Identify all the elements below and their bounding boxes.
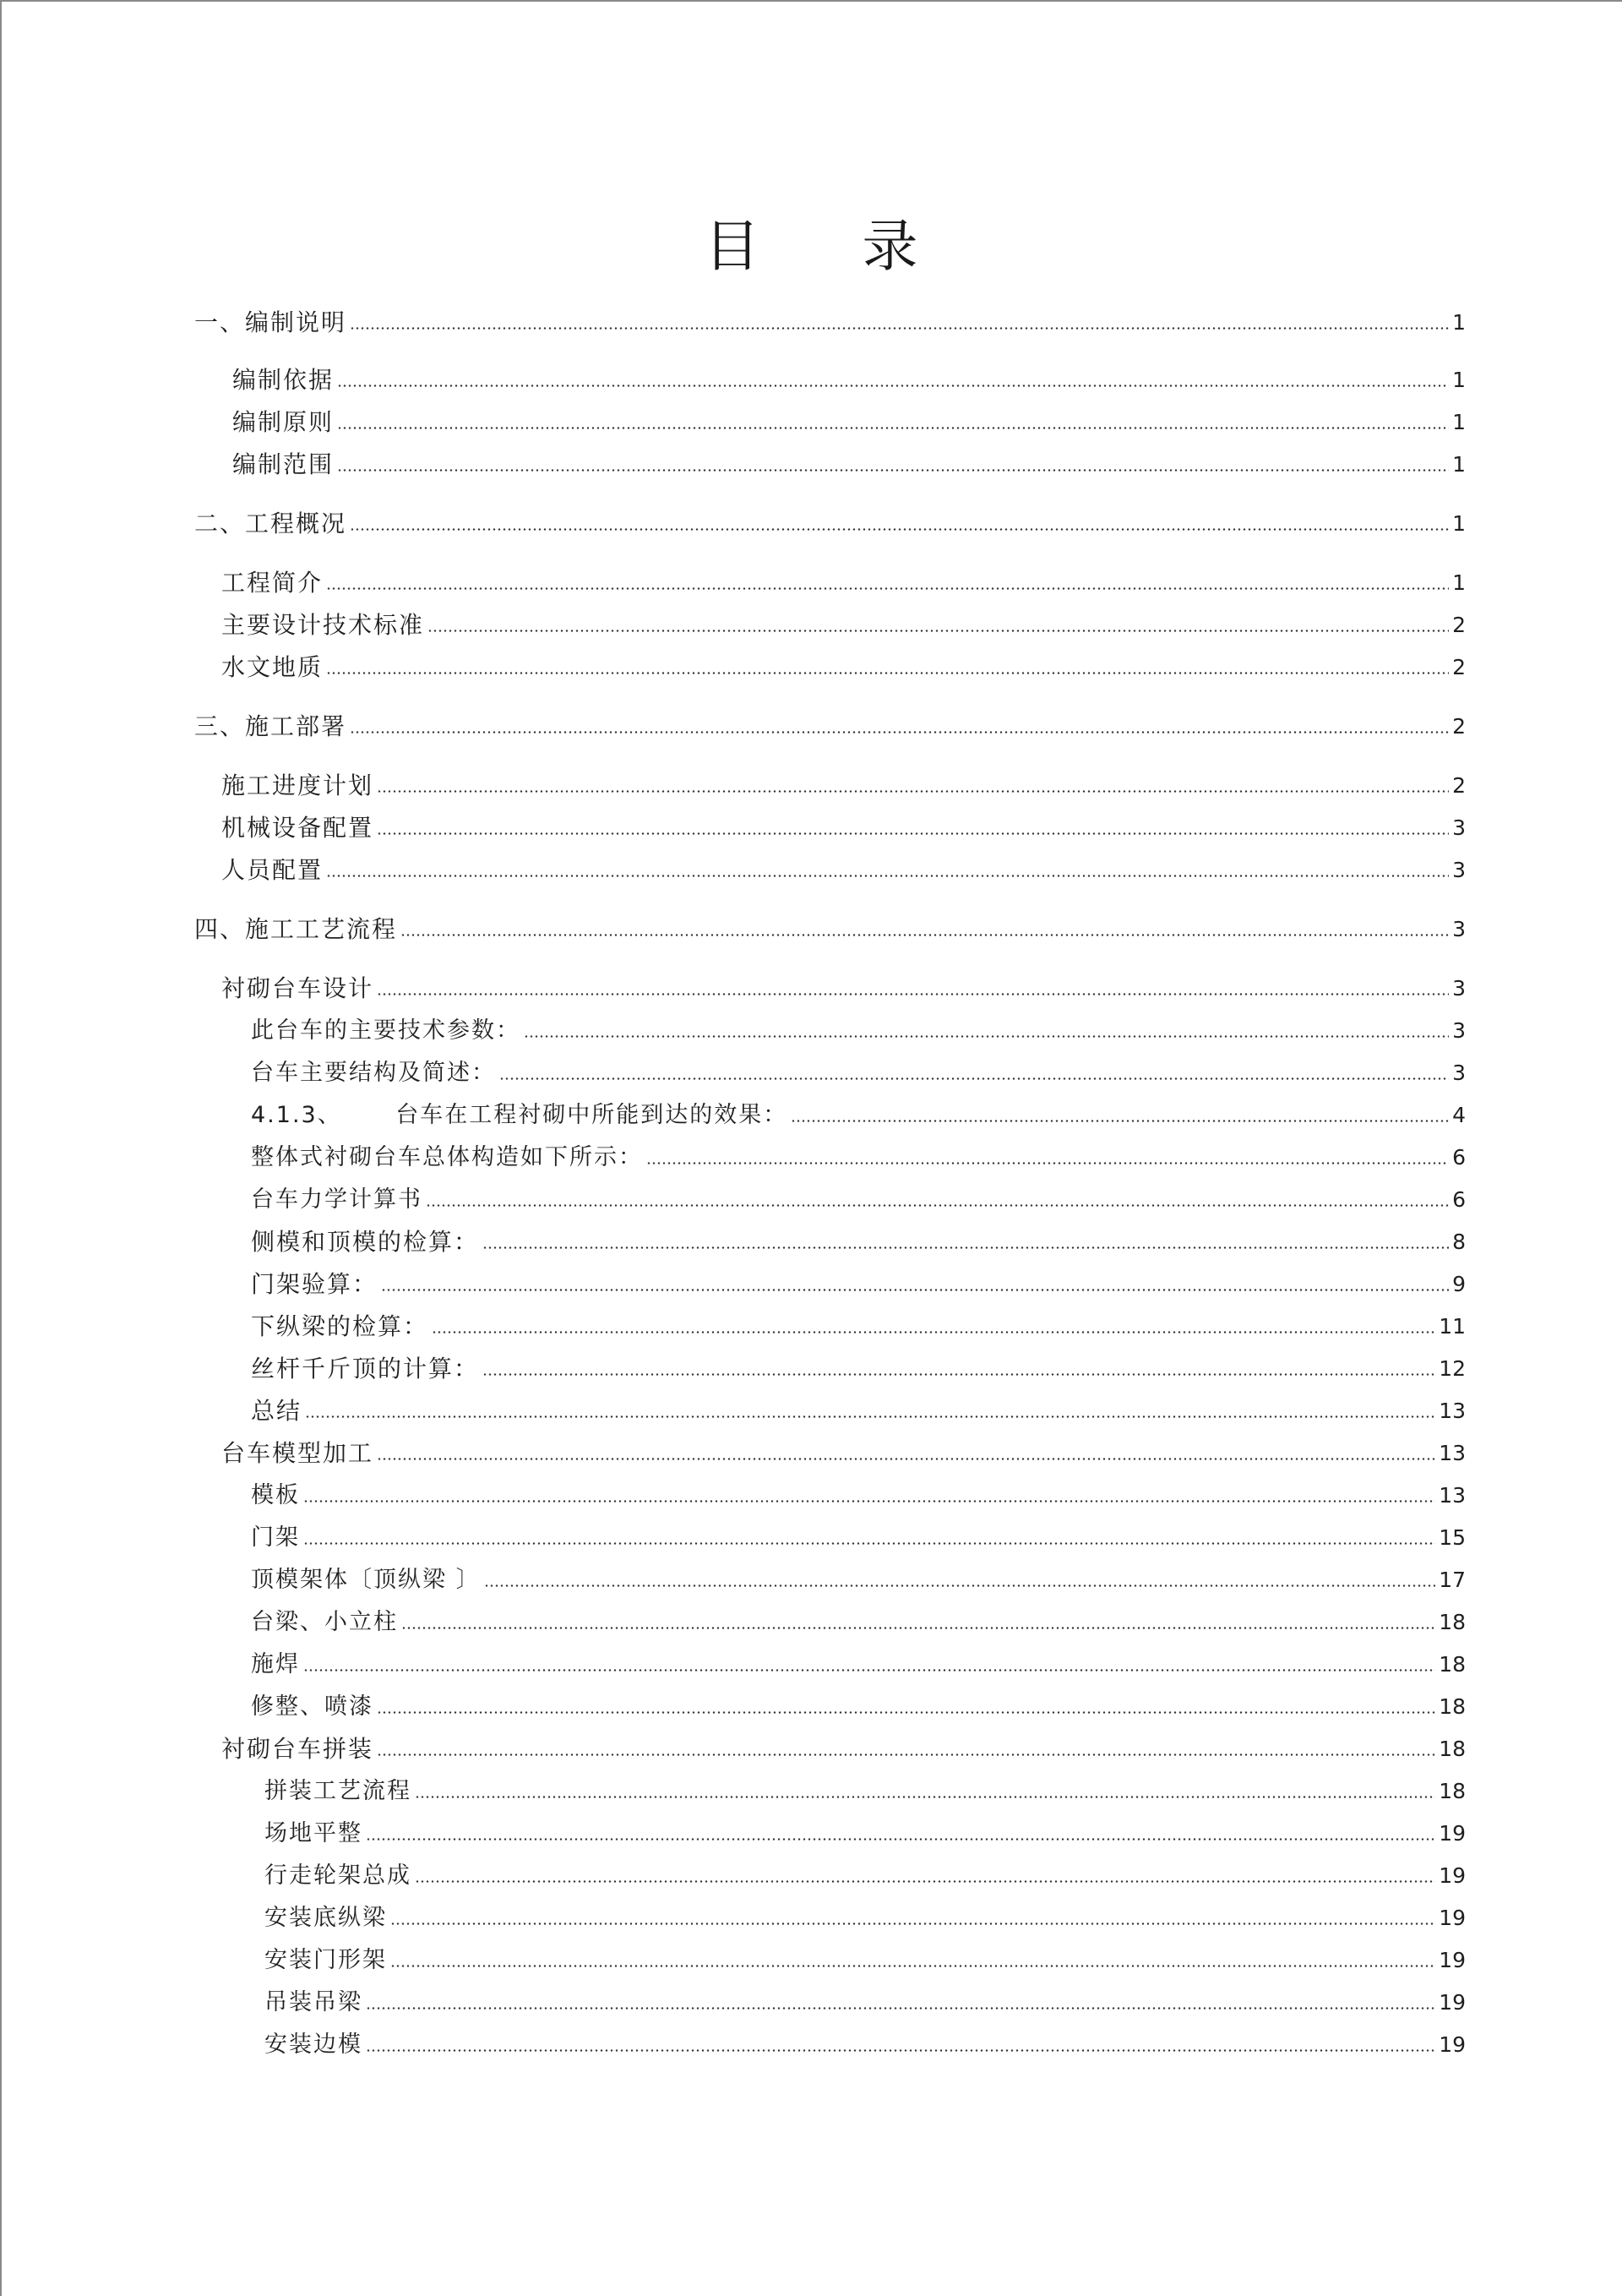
toc-entry-label: 总结 xyxy=(251,1397,302,1425)
toc-entry[interactable] xyxy=(194,708,1466,742)
toc-entry-label: 二、工程概况 xyxy=(194,510,347,537)
dot-leader xyxy=(427,630,1449,632)
toc-entry[interactable] xyxy=(232,362,1466,395)
toc-entry-page: 1 xyxy=(1452,310,1466,335)
toc-entry-page: 2 xyxy=(1452,613,1466,637)
toc-entry-page: 3 xyxy=(1452,1061,1466,1085)
dot-leader xyxy=(377,1753,1435,1756)
dot-leader xyxy=(326,875,1449,877)
dot-leader xyxy=(432,1331,1435,1333)
dot-leader xyxy=(305,1415,1435,1418)
toc-entry[interactable] xyxy=(251,1055,1466,1088)
dot-leader xyxy=(326,587,1449,590)
dot-leader xyxy=(482,1246,1449,1249)
dot-leader xyxy=(377,832,1449,835)
toc-entry-label: 整体式衬砌台车总体构造如下所示： xyxy=(251,1144,643,1170)
toc-entry[interactable] xyxy=(251,1308,1466,1342)
toc-entry-label: 安装门形架 xyxy=(264,1947,387,1973)
dot-leader xyxy=(303,1500,1435,1502)
toc-entry-page: 6 xyxy=(1452,1145,1466,1170)
toc-entry-label: 吊装吊梁 xyxy=(264,1989,362,2015)
toc-entry-page: 4 xyxy=(1452,1103,1466,1127)
dot-leader xyxy=(381,1289,1449,1291)
toc-entry[interactable] xyxy=(264,1773,1466,1807)
toc-entry[interactable] xyxy=(221,1435,1466,1469)
toc-entry-page: 3 xyxy=(1452,1018,1466,1043)
toc-entry[interactable] xyxy=(251,1097,1466,1131)
toc-entry-label: 水文地质 xyxy=(221,653,324,681)
dot-leader xyxy=(377,790,1449,793)
toc-entry[interactable] xyxy=(264,1984,1466,2018)
toc-entry[interactable] xyxy=(264,1900,1466,1933)
page-title: 目 录 xyxy=(704,214,961,279)
toc-entry[interactable] xyxy=(251,1477,1466,1511)
toc-entry[interactable] xyxy=(251,1350,1466,1384)
toc-entry[interactable] xyxy=(251,1012,1466,1046)
dot-leader xyxy=(303,1669,1435,1672)
toc-entry-page: 19 xyxy=(1439,1821,1466,1846)
toc-entry-label: 台梁、小立柱 xyxy=(251,1609,398,1635)
toc-entry-label: 4.1.3、 台车在工程衬砌中所能到达的效果： xyxy=(251,1102,788,1128)
dot-leader xyxy=(484,1584,1436,1587)
toc-entry[interactable] xyxy=(251,1519,1466,1553)
toc-entry-label: 侧模和顶模的检算： xyxy=(251,1228,480,1256)
toc-entry-page: 2 xyxy=(1452,773,1466,798)
toc-entry-page: 18 xyxy=(1439,1610,1466,1634)
toc-entry-label: 编制范围 xyxy=(232,450,335,478)
toc-entry[interactable] xyxy=(221,649,1466,683)
toc-entry[interactable] xyxy=(264,1857,1466,1891)
toc-entry-page: 13 xyxy=(1439,1441,1466,1465)
toc-entry-label: 台车力学计算书 xyxy=(251,1186,422,1213)
dot-leader xyxy=(366,2049,1435,2052)
toc-entry-page: 19 xyxy=(1439,1948,1466,1972)
dot-leader xyxy=(499,1077,1449,1080)
dot-leader xyxy=(377,993,1449,995)
toc-entry[interactable] xyxy=(194,911,1466,945)
toc-entry-page: 15 xyxy=(1439,1525,1466,1550)
toc-entry-label: 三、施工部署 xyxy=(194,712,347,740)
toc-entry-label: 拼装工艺流程 xyxy=(264,1778,411,1804)
toc-entry-page: 1 xyxy=(1452,410,1466,434)
toc-entry-page: 13 xyxy=(1439,1399,1466,1423)
toc-entry-page: 2 xyxy=(1452,655,1466,679)
toc-entry-page: 17 xyxy=(1439,1568,1466,1592)
dot-leader xyxy=(366,1838,1435,1841)
dot-leader xyxy=(390,1922,1435,1925)
toc-entry-label: 安装边模 xyxy=(264,2031,362,2058)
toc-entry[interactable] xyxy=(194,304,1466,338)
toc-entry-label: 场地平整 xyxy=(264,1820,362,1846)
toc-entry-page: 2 xyxy=(1452,714,1466,739)
dot-leader xyxy=(377,1458,1435,1460)
toc-entry-label: 安装底纵梁 xyxy=(264,1905,387,1931)
toc-entry[interactable] xyxy=(251,1562,1466,1595)
toc-entry-label: 施工进度计划 xyxy=(221,772,374,799)
toc-entry-label: 衬砌台车设计 xyxy=(221,974,374,1002)
toc-entry-label: 模板 xyxy=(251,1482,300,1508)
toc-entry[interactable] xyxy=(221,852,1466,886)
toc-entry-label: 机械设备配置 xyxy=(221,814,374,842)
dot-leader xyxy=(646,1162,1449,1164)
toc-entry-label: 施焊 xyxy=(251,1651,300,1677)
dot-leader xyxy=(366,2007,1435,2010)
dot-leader xyxy=(337,427,1449,429)
toc-entry-page: 18 xyxy=(1439,1694,1466,1719)
dot-leader xyxy=(791,1120,1449,1122)
toc-entry[interactable] xyxy=(232,446,1466,480)
toc-entry[interactable] xyxy=(251,1393,1466,1426)
dot-leader xyxy=(337,384,1449,387)
toc-entry-label: 此台车的主要技术参数： xyxy=(251,1017,520,1044)
dot-leader xyxy=(377,1711,1435,1714)
toc-entry-label: 四、施工工艺流程 xyxy=(194,915,398,943)
toc-entry[interactable] xyxy=(264,2026,1466,2060)
toc-entry-page: 19 xyxy=(1439,1863,1466,1888)
toc-entry-page: 8 xyxy=(1452,1230,1466,1254)
toc-entry[interactable] xyxy=(194,505,1466,539)
toc-entry-page: 13 xyxy=(1439,1483,1466,1508)
toc-entry-page: 19 xyxy=(1439,1990,1466,2015)
toc-entry-page: 11 xyxy=(1439,1314,1466,1339)
toc-entry[interactable] xyxy=(251,1139,1466,1173)
toc-entry-page: 1 xyxy=(1452,368,1466,392)
toc-entry-label: 一、编制说明 xyxy=(194,308,347,336)
dot-leader xyxy=(415,1796,1435,1798)
toc-entry[interactable] xyxy=(251,1181,1466,1215)
toc-entry[interactable] xyxy=(264,1815,1466,1849)
dot-leader xyxy=(303,1542,1435,1545)
toc-entry-page: 18 xyxy=(1439,1737,1466,1761)
toc-entry[interactable] xyxy=(221,970,1466,1004)
toc-entry-page: 3 xyxy=(1452,917,1466,941)
dot-leader xyxy=(350,731,1449,734)
toc-entry-page: 19 xyxy=(1439,2032,1466,2057)
toc-entry-label: 人员配置 xyxy=(221,856,324,884)
dot-leader xyxy=(390,1965,1435,1967)
dot-leader xyxy=(350,327,1449,330)
dot-leader xyxy=(400,934,1449,936)
toc-entry-label: 编制依据 xyxy=(232,366,335,394)
toc-entry-page: 19 xyxy=(1439,1906,1466,1930)
toc-entry-page: 18 xyxy=(1439,1779,1466,1803)
toc-entry-page: 9 xyxy=(1452,1272,1466,1296)
toc-entry[interactable] xyxy=(251,1688,1466,1722)
toc-entry-label: 台车模型加工 xyxy=(221,1439,374,1467)
dot-leader xyxy=(426,1204,1449,1207)
toc-entry-label: 行走轮架总成 xyxy=(264,1862,411,1889)
toc-entry-label: 下纵梁的检算： xyxy=(251,1312,429,1340)
toc-entry-label: 门架 xyxy=(251,1524,300,1551)
toc-entry-label: 衬砌台车拼装 xyxy=(221,1735,374,1763)
toc-entry-page: 18 xyxy=(1439,1652,1466,1677)
toc-entry[interactable] xyxy=(221,810,1466,843)
toc-entry-label: 丝杆千斤顶的计算： xyxy=(251,1355,480,1383)
toc-entry-page: 3 xyxy=(1452,858,1466,882)
toc-entry-label: 工程简介 xyxy=(221,569,324,597)
toc-entry-label: 主要设计技术标准 xyxy=(221,611,425,639)
toc-entry[interactable] xyxy=(251,1266,1466,1300)
toc-entry[interactable] xyxy=(232,404,1466,438)
dot-leader xyxy=(415,1880,1435,1883)
toc-entry-label: 门架验算： xyxy=(251,1270,378,1298)
toc-entry-label: 编制原则 xyxy=(232,408,335,436)
dot-leader xyxy=(482,1373,1435,1376)
dot-leader xyxy=(326,672,1449,674)
dot-leader xyxy=(337,469,1449,472)
toc-entry-page: 6 xyxy=(1452,1187,1466,1212)
toc-entry-page: 1 xyxy=(1452,452,1466,477)
dot-leader xyxy=(350,528,1449,531)
toc-entry[interactable] xyxy=(221,1731,1466,1764)
toc-entry-page: 3 xyxy=(1452,815,1466,840)
toc-entry-label: 台车主要结构及简述： xyxy=(251,1060,496,1086)
toc-entry-page: 1 xyxy=(1452,570,1466,595)
toc-entry[interactable] xyxy=(221,767,1466,801)
toc-entry[interactable] xyxy=(251,1224,1466,1257)
toc-entry[interactable] xyxy=(251,1604,1466,1638)
toc-entry[interactable] xyxy=(264,1942,1466,1976)
toc-entry-page: 1 xyxy=(1452,511,1466,536)
dot-leader xyxy=(524,1035,1449,1038)
toc-entry[interactable] xyxy=(221,564,1466,598)
toc-entry-label: 修整、喷漆 xyxy=(251,1693,373,1720)
toc-entry-label: 顶模架体〔顶纵梁 〕 xyxy=(251,1567,481,1593)
toc-entry[interactable] xyxy=(251,1646,1466,1680)
toc-entry-page: 3 xyxy=(1452,976,1466,1001)
toc-entry[interactable] xyxy=(221,607,1466,641)
toc-entry-page: 12 xyxy=(1439,1356,1466,1381)
dot-leader xyxy=(401,1627,1435,1629)
